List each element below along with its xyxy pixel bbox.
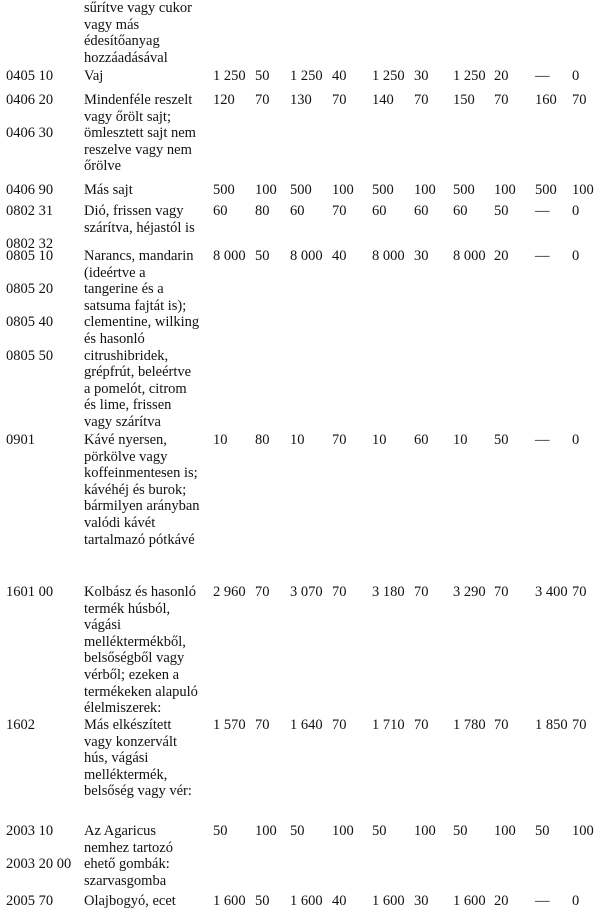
product-description-line: ehető gombák:: [84, 856, 170, 873]
quota-quantity-cell: 3 400: [535, 584, 568, 600]
product-description-line: valódi kávét: [84, 515, 156, 531]
duty-rate-cell: 40: [332, 893, 347, 909]
product-description-line: a pomelót, citrom: [84, 380, 187, 397]
quota-quantity-cell: —: [535, 203, 550, 219]
quota-quantity-cell: 1 250: [290, 68, 323, 84]
duty-rate-cell: 70: [414, 92, 429, 108]
quota-quantity-cell: 3 290: [453, 584, 486, 600]
product-description-line: vérből; ezeken a: [84, 667, 180, 683]
quota-quantity-cell: —: [535, 248, 550, 264]
product-description-line: vágási: [84, 617, 122, 634]
product-description-line: melléktermékből,: [84, 633, 186, 650]
quota-quantity-cell: 3 070: [290, 584, 323, 600]
duty-rate-cell: 50: [494, 432, 509, 448]
product-description-line: hozzáadásával: [84, 49, 168, 66]
quota-quantity-cell: 8 000: [290, 248, 323, 264]
duty-rate-cell: 100: [572, 182, 594, 198]
product-description-line: és lime, frissen: [84, 397, 172, 414]
tariff-code: 0805 10: [6, 248, 54, 264]
tariff-code: 0802 31: [6, 203, 54, 219]
product-description-line: vagy őrölt sajt;: [84, 108, 171, 125]
tariff-code: 0802 32: [6, 236, 54, 253]
product-description-line: vagy szárítva: [84, 414, 161, 430]
duty-rate-cell: 70: [414, 584, 429, 600]
tariff-code: 0406 20: [6, 92, 54, 108]
duty-rate-cell: 0: [572, 203, 580, 219]
quota-quantity-cell: —: [535, 893, 550, 909]
duty-rate-cell: 70: [255, 717, 270, 733]
duty-rate-cell: 70: [572, 584, 587, 600]
product-description-line: Narancs, mandarin: [84, 248, 194, 264]
duty-rate-cell: 100: [332, 823, 354, 839]
product-description-line: termék húsból,: [84, 600, 171, 617]
quota-quantity-cell: 10: [290, 432, 305, 448]
duty-rate-cell: 70: [332, 717, 347, 733]
duty-rate-cell: 60: [414, 432, 429, 448]
quota-quantity-cell: 500: [290, 182, 312, 198]
tariff-code: 0406 90: [6, 182, 54, 198]
product-description-line: hús, vágási: [84, 750, 149, 767]
duty-rate-cell: 0: [572, 893, 580, 909]
duty-rate-cell: 80: [255, 432, 270, 448]
product-description-line: citrushibridek,: [84, 347, 169, 364]
product-description-line: Az Agaricus: [84, 823, 157, 839]
duty-rate-cell: 70: [572, 717, 587, 733]
quota-quantity-cell: 1 250: [372, 68, 405, 84]
quota-quantity-cell: 1 780: [453, 717, 486, 733]
duty-rate-cell: 50: [494, 203, 509, 219]
product-description-line: tartalmazó pótkávé: [84, 531, 195, 548]
product-description-line: őrölve: [84, 158, 122, 175]
quota-quantity-cell: 8 000: [453, 248, 486, 264]
quota-quantity-cell: 8 000: [372, 248, 405, 264]
product-description-line: reszelve vagy nem: [84, 141, 192, 158]
duty-rate-cell: 100: [332, 182, 354, 198]
quota-quantity-cell: 130: [290, 92, 312, 108]
product-description-line: pörkölve vagy: [84, 448, 168, 465]
product-description-line: édesítőanyag: [84, 33, 160, 50]
tariff-code: 1601 00: [6, 584, 54, 600]
product-description-line: Mindenféle reszelt: [84, 92, 193, 108]
duty-rate-cell: 60: [414, 203, 429, 219]
quota-quantity-cell: 1 600: [372, 893, 405, 909]
product-description-line: belsőség vagy vér:: [84, 783, 192, 800]
duty-rate-cell: 100: [494, 182, 516, 198]
tariff-code: 0901: [6, 432, 35, 448]
duty-rate-cell: 70: [332, 432, 347, 448]
quota-quantity-cell: 10: [213, 432, 228, 448]
product-description-line: kávéhéj és burok;: [84, 481, 187, 498]
duty-rate-cell: 40: [332, 248, 347, 264]
product-description-line: koffeinmentesen is;: [84, 465, 198, 482]
quota-quantity-cell: 60: [213, 203, 228, 219]
quota-quantity-cell: 160: [535, 92, 557, 108]
product-description-line: bármilyen arányban: [84, 498, 200, 515]
product-description-line: nemhez tartozó: [84, 839, 173, 856]
tariff-code: 0405 10: [6, 68, 54, 84]
quota-quantity-cell: 1 850: [535, 717, 568, 733]
duty-rate-cell: 70: [332, 92, 347, 108]
product-description-line: clementine, wilking: [84, 314, 200, 331]
quota-quantity-cell: 150: [453, 92, 475, 108]
duty-rate-cell: 100: [494, 823, 516, 839]
product-description-line: Kolbász és hasonló: [84, 584, 196, 600]
tariff-code: 2003 10: [6, 823, 54, 839]
product-description-line: Olajbogyó, ecet: [84, 893, 176, 909]
quota-quantity-cell: 1 250: [213, 68, 246, 84]
duty-rate-cell: 100: [255, 182, 277, 198]
product-description-line: Más elkészített: [84, 717, 172, 733]
duty-rate-cell: 70: [494, 584, 509, 600]
quota-quantity-cell: 500: [213, 182, 235, 198]
duty-rate-cell: 30: [414, 248, 429, 264]
product-description-line: Vaj: [84, 68, 104, 84]
duty-rate-cell: 70: [255, 92, 270, 108]
product-description-line: satsuma fajtát is);: [84, 297, 187, 314]
quota-quantity-cell: 10: [453, 432, 468, 448]
duty-rate-cell: 70: [255, 584, 270, 600]
quota-quantity-cell: —: [535, 432, 550, 448]
product-description-line: tangerine és a: [84, 281, 164, 298]
quota-quantity-cell: 60: [372, 203, 387, 219]
product-description-line: (ideértve a: [84, 264, 146, 281]
quota-quantity-cell: 10: [372, 432, 387, 448]
quota-quantity-cell: 500: [535, 182, 557, 198]
duty-rate-cell: 70: [494, 92, 509, 108]
duty-rate-cell: 70: [332, 584, 347, 600]
product-description-line: élelmiszerek:: [84, 700, 162, 717]
quota-quantity-cell: 50: [535, 823, 550, 839]
duty-rate-cell: 70: [414, 717, 429, 733]
quota-quantity-cell: 50: [290, 823, 305, 839]
product-description-line: termékeken alapuló: [84, 683, 198, 700]
tariff-code: 0406 30: [6, 125, 54, 142]
product-description-line: vagy konzervált: [84, 733, 178, 750]
tariff-code: 2003 20 00: [6, 856, 72, 873]
quota-quantity-cell: 1 570: [213, 717, 246, 733]
quota-quantity-cell: 1 600: [213, 893, 246, 909]
duty-rate-cell: 50: [255, 248, 270, 264]
duty-rate-cell: 100: [414, 182, 436, 198]
quota-quantity-cell: 1 600: [290, 893, 323, 909]
tariff-code: 0805 20: [6, 281, 54, 298]
duty-rate-cell: 50: [255, 68, 270, 84]
quota-quantity-cell: 8 000: [213, 248, 246, 264]
quota-quantity-cell: 500: [453, 182, 475, 198]
quota-quantity-cell: 1 250: [453, 68, 486, 84]
product-description-line: és hasonló: [84, 331, 145, 347]
quota-quantity-cell: 60: [290, 203, 305, 219]
duty-rate-cell: 0: [572, 68, 580, 84]
duty-rate-cell: 70: [494, 717, 509, 733]
tariff-code: 1602: [6, 717, 35, 733]
quota-quantity-cell: —: [535, 68, 550, 84]
duty-rate-cell: 100: [414, 823, 436, 839]
product-description-line: Más sajt: [84, 182, 133, 198]
tariff-code: 0805 50: [6, 347, 54, 364]
tariff-code: 0805 40: [6, 314, 54, 331]
tariff-code: 2005 70: [6, 893, 54, 909]
quota-quantity-cell: 120: [213, 92, 235, 108]
product-description-line: szarvasgomba: [84, 872, 167, 889]
product-description-line: melléktermék,: [84, 766, 168, 783]
product-description-line: ömlesztett sajt nem: [84, 125, 196, 142]
quota-quantity-cell: 1 600: [453, 893, 486, 909]
product-description-line: grépfrút, beleértve: [84, 364, 192, 381]
duty-rate-cell: 70: [332, 203, 347, 219]
quota-quantity-cell: 1 640: [290, 717, 323, 733]
quota-quantity-cell: 50: [453, 823, 468, 839]
duty-rate-cell: 0: [572, 432, 580, 448]
product-description-line: Kávé nyersen,: [84, 432, 167, 448]
duty-rate-cell: 30: [414, 68, 429, 84]
duty-rate-cell: 20: [494, 893, 509, 909]
quota-quantity-cell: 1 710: [372, 717, 405, 733]
duty-rate-cell: 40: [332, 68, 347, 84]
duty-rate-cell: 100: [255, 823, 277, 839]
duty-rate-cell: 20: [494, 68, 509, 84]
duty-rate-cell: 0: [572, 248, 580, 264]
quota-quantity-cell: 2 960: [213, 584, 246, 600]
duty-rate-cell: 100: [572, 823, 594, 839]
quota-quantity-cell: 50: [372, 823, 387, 839]
quota-quantity-cell: 500: [372, 182, 394, 198]
quota-quantity-cell: 60: [453, 203, 468, 219]
product-description-line: szárítva, héjastól is: [84, 219, 195, 236]
product-description-line: Dió, frissen vagy: [84, 203, 184, 219]
product-description-line: sűrítve vagy cukor: [84, 0, 192, 16]
product-description-line: vagy más: [84, 16, 140, 33]
duty-rate-cell: 50: [255, 893, 270, 909]
quota-quantity-cell: 3 180: [372, 584, 405, 600]
duty-rate-cell: 30: [414, 893, 429, 909]
quota-quantity-cell: 140: [372, 92, 394, 108]
duty-rate-cell: 80: [255, 203, 270, 219]
product-description-line: belsőségből vagy: [84, 650, 185, 667]
quota-quantity-cell: 50: [213, 823, 228, 839]
duty-rate-cell: 70: [572, 92, 587, 108]
duty-rate-cell: 20: [494, 248, 509, 264]
